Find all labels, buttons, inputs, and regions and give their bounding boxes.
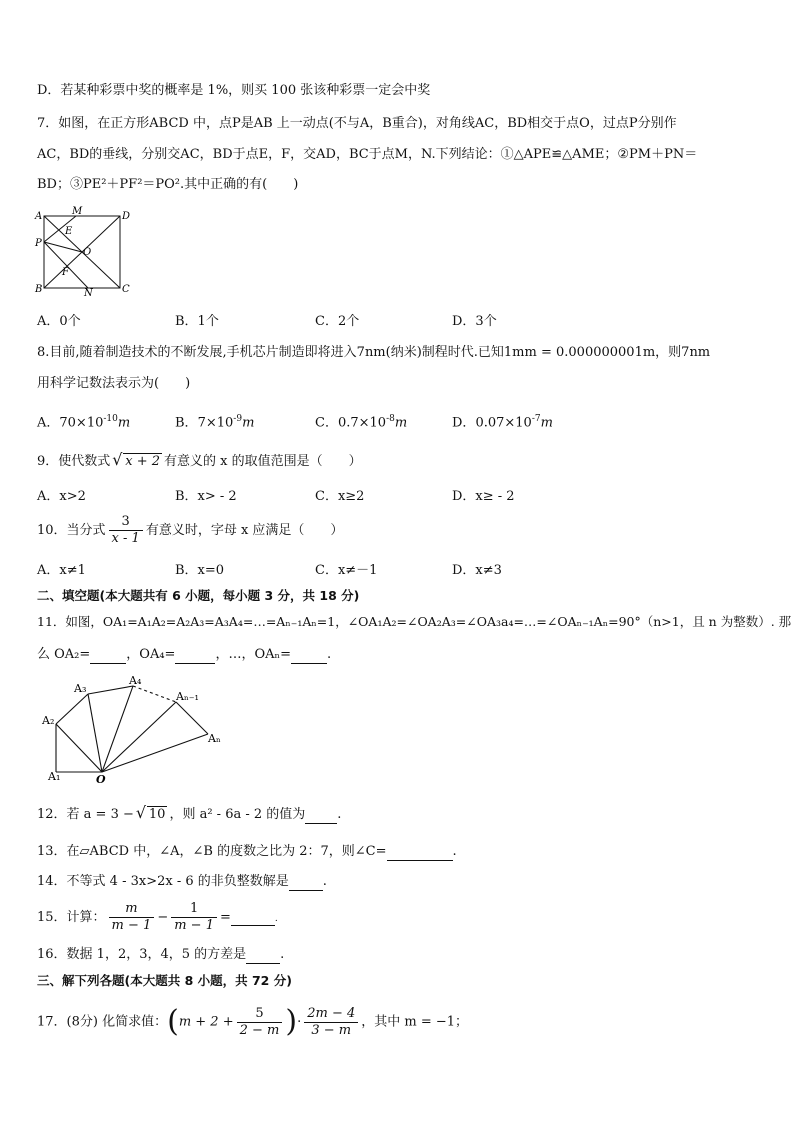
q9-option-c[interactable]: C．x≥2 <box>315 489 365 504</box>
q15-prefix: 15．计算： <box>37 910 106 925</box>
q7-stem-line3: BD；③PE²＋PF²＝PO².其中正确的有( ) <box>37 177 299 192</box>
q9-option-b[interactable]: B．x> - 2 <box>175 489 237 504</box>
fig-label-a4: A₄ <box>129 674 142 687</box>
fig-label-f: F <box>62 267 69 278</box>
q11-spiral-figure <box>38 674 228 784</box>
q14-answer-blank[interactable] <box>289 876 323 891</box>
fig-label-a: A <box>35 211 43 222</box>
q15-denominator-1: m − 1 <box>111 918 152 933</box>
fig-label-n: N <box>84 288 93 298</box>
q17-dot: · <box>297 1014 302 1030</box>
section-2-heading: 二、填空题(本大题共有 6 小题，每小题 3 分，共 18 分) <box>37 588 360 603</box>
q13-end: . <box>452 844 457 859</box>
option-exp: -10 <box>103 414 118 424</box>
option-label: A． <box>37 415 60 431</box>
q15-numerator-2: 1 <box>171 901 217 918</box>
q6-option-d: D．若某种彩票中奖的概率是 1%，则买 100 张该种彩票一定会中奖 <box>37 83 431 98</box>
q7-stem-line2: AC，BD的垂线，分别交AC，BD于点E，F，交AD，BC于点M，N.下列结论：①△APE≌△AME；②PM＋PN＝ <box>37 147 698 162</box>
q15-equals: = <box>219 910 231 925</box>
q10-suffix: 有意义时，字母 x 应满足（ ） <box>145 523 344 538</box>
option-exp: -9 <box>233 414 243 424</box>
q16-text: 16．数据 1，2，3，4，5 的方差是 <box>37 947 247 962</box>
q10-option-a[interactable]: A．x≠1 <box>37 563 86 578</box>
q10-numerator: 3 <box>109 514 143 531</box>
q15-numerator-1: m <box>109 901 155 918</box>
q12-radicand: 10 <box>148 807 166 822</box>
fig-label-an-1: Aₙ₋₁ <box>176 690 199 703</box>
q12-end: . <box>337 807 342 822</box>
q15-stem <box>37 899 278 938</box>
q10-option-b[interactable]: B．x=0 <box>175 563 225 578</box>
q15-fraction-2 <box>171 901 217 934</box>
q9-prefix: 9．使代数式 <box>37 454 111 469</box>
option-unit: m <box>242 415 255 431</box>
q12-suffix: ，则 a² - 6a - 2 的值为 <box>169 807 306 822</box>
q11-text-a: 么 OA₂= <box>37 647 91 662</box>
option-label: D． <box>452 415 476 431</box>
q8-option-b[interactable] <box>175 410 254 432</box>
q17-numerator-1: 5 <box>237 1006 283 1023</box>
fig-label-a2: A₂ <box>42 714 55 727</box>
q10-option-d[interactable]: D．x≠3 <box>452 563 502 578</box>
q10-denominator: x - 1 <box>111 531 140 546</box>
option-unit: m <box>394 415 408 431</box>
q15-answer-blank[interactable] <box>231 911 275 926</box>
fig-label-a3: A₃ <box>74 682 87 695</box>
fig-label-b: B <box>35 284 43 295</box>
q9-stem <box>37 453 362 471</box>
option-coef: 0.7×10 <box>337 415 387 431</box>
q14-text: 14．不等式 4 - 3x>2x - 6 的非负整数解是 <box>37 874 289 889</box>
option-exp: -7 <box>531 414 541 424</box>
fig-label-an: Aₙ <box>208 732 221 745</box>
fig-label-o: O <box>96 773 106 784</box>
q15-minus: − <box>157 910 169 925</box>
option-exp: -8 <box>386 414 395 424</box>
q17-right-paren: ) <box>285 1004 298 1039</box>
q10-fraction <box>109 514 143 547</box>
q8-option-a[interactable] <box>37 410 130 432</box>
q9-option-d[interactable]: D．x≥ - 2 <box>452 489 515 504</box>
q15-denominator-2: m − 1 <box>174 918 214 933</box>
q16-answer-blank[interactable] <box>246 949 280 964</box>
section-3-heading: 三、解下列各题(本大题共 8 小题，共 72 分) <box>37 973 292 988</box>
q14-end: . <box>322 874 327 889</box>
fig-label-m: M <box>72 206 83 217</box>
q9-sqrt <box>112 453 162 471</box>
q17-left-paren: ( <box>167 1004 179 1039</box>
q17-fraction-1 <box>237 1006 283 1039</box>
q7-option-b[interactable]: B．1个 <box>175 314 219 329</box>
q9-suffix: 有意义的 x 的取值范围是（ ） <box>164 454 362 469</box>
q10-option-c[interactable]: C．x≠－1 <box>315 563 378 578</box>
q11-text-b: ，OA₄= <box>126 647 176 662</box>
q17-fraction-2 <box>304 1006 358 1039</box>
option-coef: 70×10 <box>59 415 104 431</box>
q11-blank-oan[interactable] <box>291 649 327 664</box>
fig-label-a1: A₁ <box>48 770 61 783</box>
q14-stem <box>37 873 327 891</box>
q8-option-d[interactable] <box>452 410 553 432</box>
q13-answer-blank[interactable] <box>387 846 453 861</box>
fig-label-e: E <box>65 226 73 237</box>
q16-stem <box>37 946 284 964</box>
option-coef: 7×10 <box>197 415 234 431</box>
q16-end: . <box>280 947 285 962</box>
option-label: B． <box>175 415 198 431</box>
q11-blank-oa2[interactable] <box>90 649 126 664</box>
option-coef: 0.07×10 <box>475 415 532 431</box>
q11-stem-line2 <box>37 646 331 664</box>
fig-label-d: D <box>122 211 131 222</box>
q8-stem-line2: 用科学记数法表示为( ) <box>37 376 191 391</box>
q12-answer-blank[interactable] <box>305 809 337 824</box>
q17-suffix: ，其中 m = −1； <box>361 1014 469 1030</box>
q15-fraction-1 <box>109 901 155 934</box>
q17-denominator-2: 3 − m <box>311 1022 352 1038</box>
q12-prefix: 12．若 a = 3 − <box>37 807 134 822</box>
q17-stem <box>37 1002 468 1043</box>
option-unit: m <box>540 415 553 431</box>
option-unit: m <box>117 415 131 431</box>
q7-option-d[interactable]: D．3个 <box>452 314 497 329</box>
q11-text-d: . <box>327 647 332 662</box>
q10-prefix: 10．当分式 <box>37 523 106 538</box>
q10-stem <box>37 514 343 548</box>
q11-blank-oa4[interactable] <box>175 649 215 664</box>
q8-option-c[interactable] <box>315 410 407 432</box>
q12-stem <box>37 806 341 824</box>
q17-inner: m + 2 + <box>178 1014 234 1030</box>
q15-end: . <box>274 914 278 924</box>
q8-stem-line1: 8.目前,随着制造技术的不断发展,手机芯片制造即将进入7nm(纳米)制程时代.已知1mm = 0.000000001m，则7nm <box>37 345 711 360</box>
q9-option-a[interactable]: A．x>2 <box>37 489 86 504</box>
fig-label-o: O <box>83 247 92 258</box>
q7-option-c[interactable]: C．2个 <box>315 314 360 329</box>
q7-option-a[interactable]: A．0个 <box>37 314 81 329</box>
q11-text-c: ，…，OAₙ= <box>215 647 292 662</box>
q12-sqrt <box>136 806 168 824</box>
q9-radicand: x + 2 <box>125 454 161 469</box>
q11-stem-line1: 11．如图，OA₁=A₁A₂=A₂A₃=A₃A₄=…=Aₙ₋₁Aₙ=1，∠OA₁A₂=∠OA₂A₃=∠OA₃a₄=…=∠OAₙ₋₁Aₙ=90°（n>1，且 n 为整数）. 那 <box>37 614 792 629</box>
q17-denominator-1: 2 − m <box>239 1022 280 1038</box>
fig-label-p: P <box>35 238 42 249</box>
q17-prefix: 17．(8分) 化简求值： <box>37 1014 168 1030</box>
q13-text: 13．在▱ABCD 中，∠A，∠B 的度数之比为 2：7，则∠C= <box>37 844 387 859</box>
fig-label-c: C <box>122 284 130 295</box>
q17-numerator-2: 2m − 4 <box>304 1006 358 1023</box>
q7-square-figure <box>32 206 132 298</box>
option-label: C． <box>315 415 338 431</box>
q7-stem-line1: 7．如图，在正方形ABCD 中，点P是AB 上一动点(不与A，B重合)，对角线AC，BD相交于点O，过点P分别作 <box>37 116 677 131</box>
q13-stem <box>37 843 457 861</box>
